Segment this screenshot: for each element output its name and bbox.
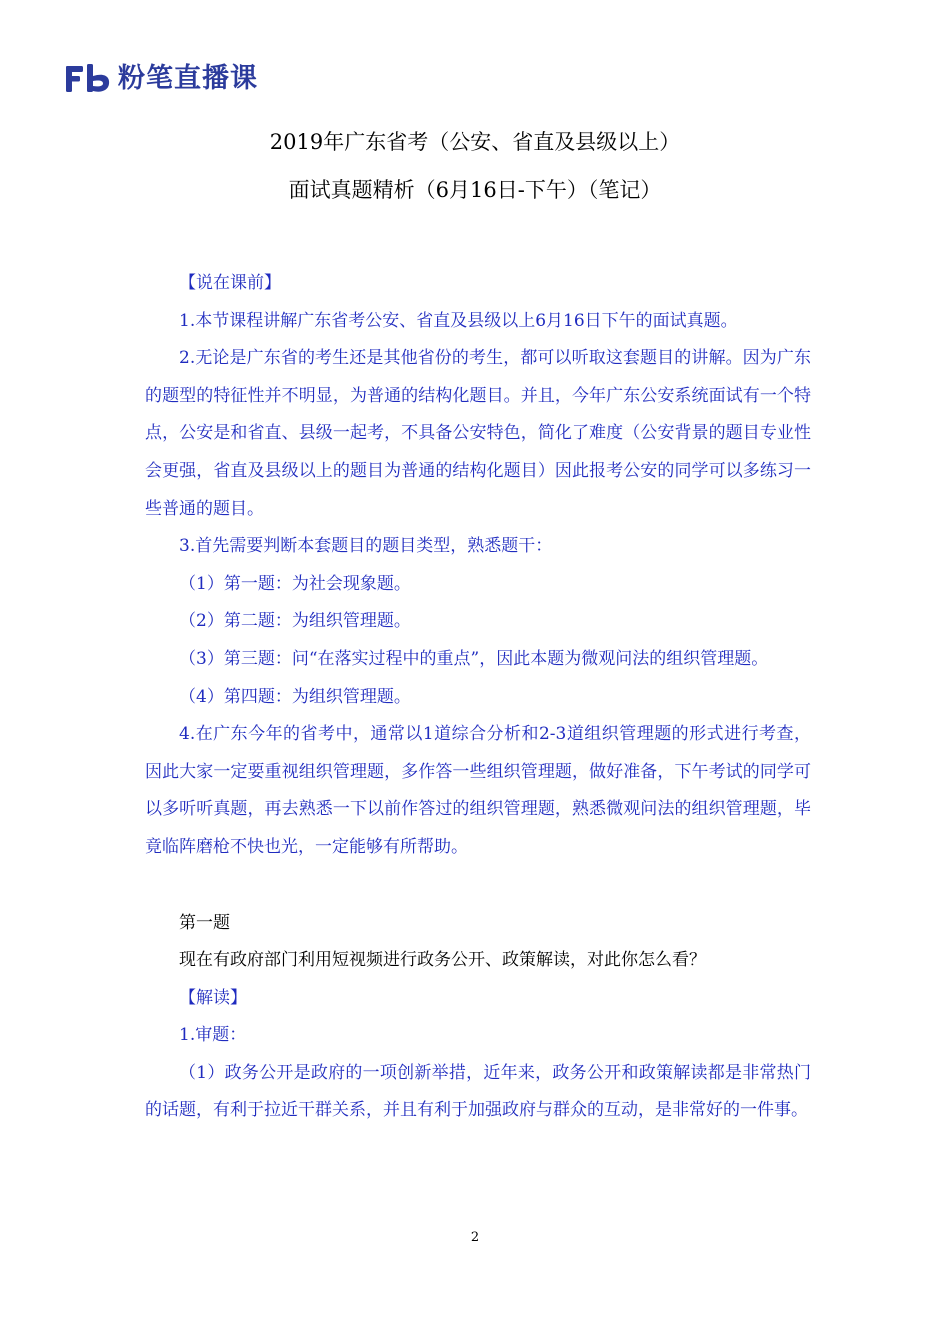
note-paragraph: 3.首先需要判断本套题目的题目类型，熟悉题干：: [179, 536, 553, 557]
question-text: 现在有政府部门利用短视频进行政务公开、政策解读，对此你怎么看？: [179, 950, 706, 971]
note-list-item: （3）第三题：问“在落实过程中的重点”，因此本题为微观问法的组织管理题。: [179, 648, 769, 669]
note-paragraph: 2.无论是广东省的考生还是其他省份的考生，都可以听取这套题目的讲解。因为广东的题型的特征性并不明显，为普通的结构化题目。并且，今年广东公安系统面试有一个特点，公安是和省直、县级一起考，不具备公安特色，简化了难度（公安背景的题目专业性会更强，省直及县级以上的题目为普通的结构化题目）因此报考公安的同学可以多练习一些普通的题目。: [145, 348, 811, 519]
document-title-line-1: 2019年广东省考（公安、省直及县级以上）: [269, 130, 681, 154]
fenbi-logo-icon: [66, 64, 110, 94]
analysis-step: 1.审题：: [179, 1025, 247, 1046]
note-list-item: （1）第一题：为社会现象题。: [179, 573, 411, 594]
document-title-line-2: 面试真题精析（6月16日-下午）（笔记）: [288, 178, 662, 202]
document-body: [145, 265, 811, 1130]
question-number: 第一题: [179, 912, 230, 933]
note-paragraph: 4.在广东今年的省考中，通常以1道综合分析和2-3道组织管理题的形式进行考查，因此大家一定要重视组织管理题，多作答一些组织管理题，做好准备，下午考试的同学可以多听听真题，再去熟悉一下以前作答过的组织管理题，熟悉微观问法的组织管理题，毕竟临阵磨枪不快也光，一定能够有所帮助。: [145, 724, 811, 857]
section-heading: 【说在课前】: [179, 273, 281, 293]
note-list-item: （4）第四题：为组织管理题。: [179, 686, 411, 707]
brand-name: 粉笔直播课: [118, 63, 258, 94]
page-number: 2: [470, 1230, 480, 1245]
analysis-heading: 【解读】: [179, 987, 247, 1008]
note-paragraph: 1.本节课程讲解广东省考公安、省直及县级以上6月16日下午的面试真题。: [179, 310, 738, 331]
analysis-paragraph: （1）政务公开是政府的一项创新举措，近年来，政务公开和政策解读都是非常热门的话题，有利于拉近干群关系，并且有利于加强政府与群众的互动，是非常好的一件事。: [145, 1062, 811, 1121]
section-gap: [145, 867, 811, 905]
brand-logo: [66, 62, 258, 96]
note-list-item: （2）第二题：为组织管理题。: [179, 611, 411, 632]
